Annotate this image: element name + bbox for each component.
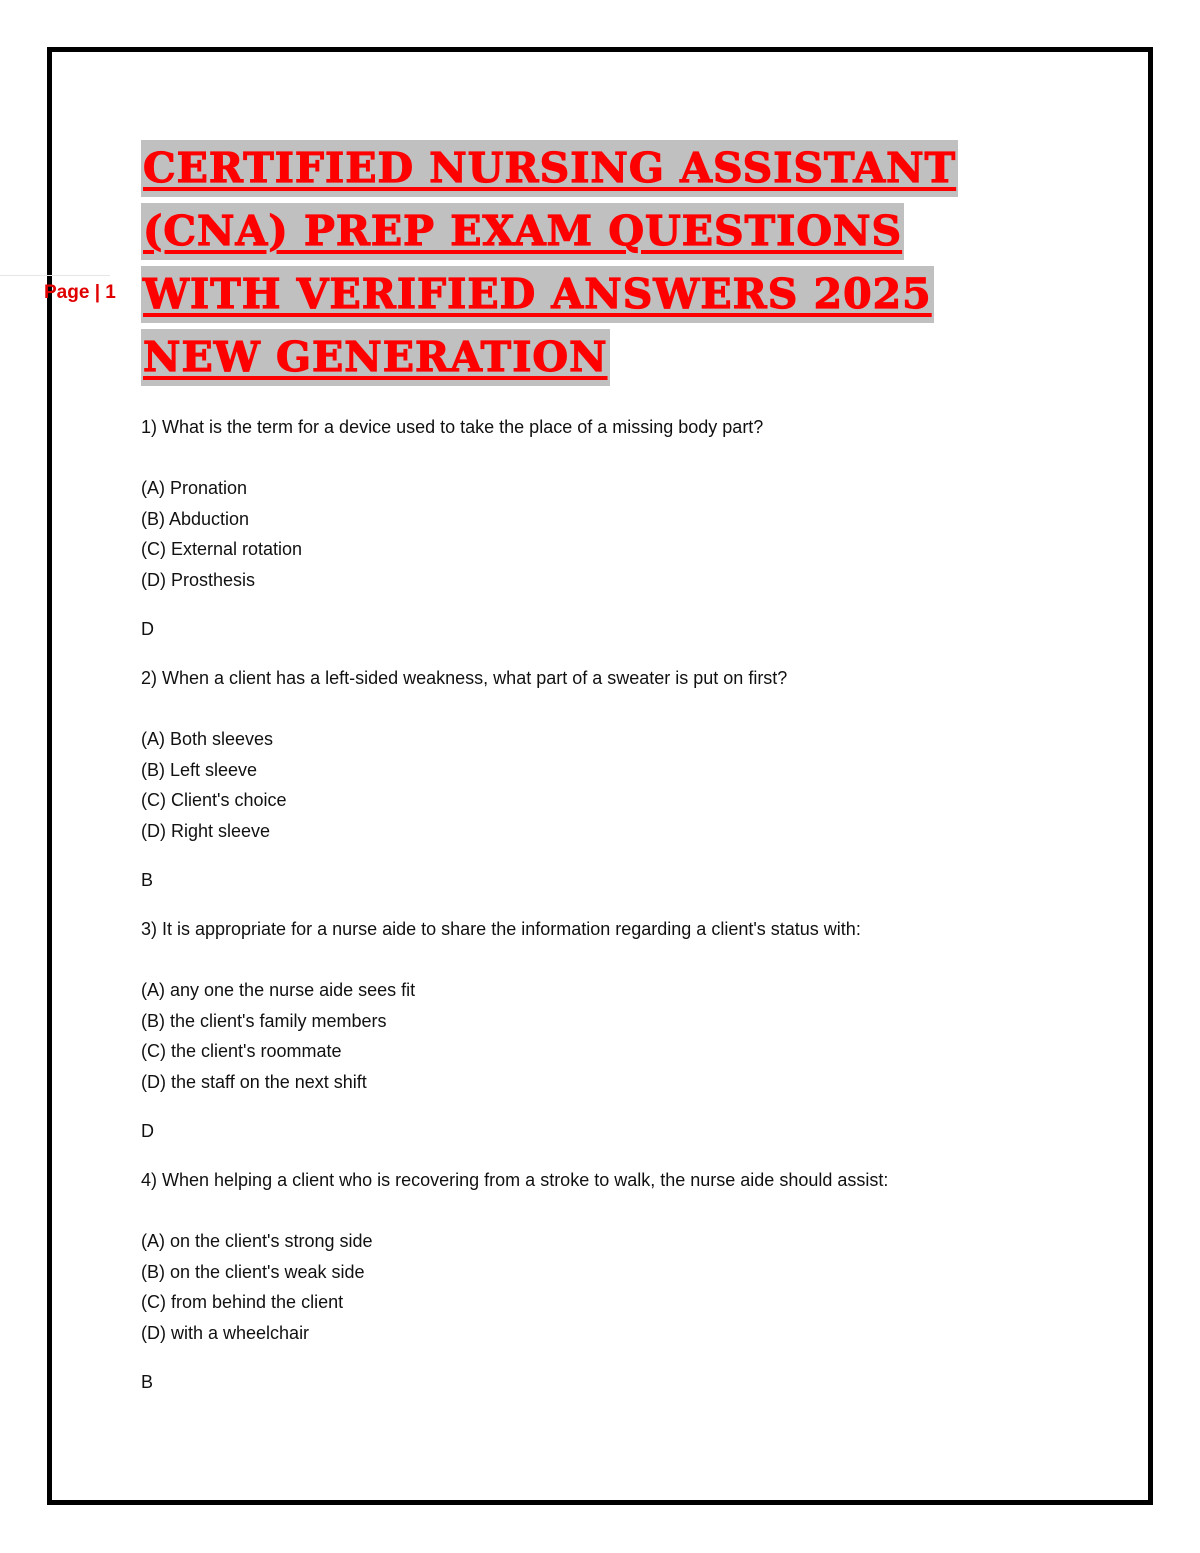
option: (C) the client's roommate	[141, 1041, 342, 1061]
option: (B) on the client's weak side	[141, 1261, 365, 1282]
title-line: CERTIFIED NURSING ASSISTANT	[141, 140, 958, 197]
answer: D	[141, 1121, 154, 1141]
option: (A) Both sleeves	[141, 729, 274, 749]
question-block	[141, 415, 1101, 666]
document-title	[141, 140, 1041, 392]
page-number: Page | 1	[44, 282, 116, 303]
answer: B	[141, 870, 154, 890]
option: (B) Left sleeve	[141, 759, 258, 780]
question-text: 1) What is the term for a device used to take the place of a missing body part?	[141, 417, 764, 437]
option: (C) External rotation	[141, 539, 303, 559]
option: (D) Right sleeve	[141, 820, 271, 841]
question-block	[141, 1168, 1101, 1419]
margin-divider	[0, 275, 110, 276]
question-list	[141, 415, 1101, 1419]
question-block	[141, 666, 1101, 917]
option: (D) with a wheelchair	[141, 1322, 310, 1343]
title-line: NEW GENERATION	[141, 329, 610, 386]
question-block	[141, 917, 1101, 1168]
question-text: 4) When helping a client who is recovering from a stroke to walk, the nurse aide should assist:	[141, 1170, 889, 1190]
option: (B) the client's family members	[141, 1010, 387, 1031]
title-line: WITH VERIFIED ANSWERS 2025	[141, 266, 934, 323]
option: (D) Prosthesis	[141, 569, 256, 590]
question-text: 3) It is appropriate for a nurse aide to share the information regarding a client's status with:	[141, 919, 861, 939]
title-line: (CNA) PREP EXAM QUESTIONS	[141, 203, 904, 260]
option: (C) from behind the client	[141, 1292, 344, 1312]
option: (A) Pronation	[141, 478, 248, 498]
question-text: 2) When a client has a left-sided weakness, what part of a sweater is put on first?	[141, 668, 788, 688]
answer: D	[141, 619, 154, 639]
option: (D) the staff on the next shift	[141, 1071, 367, 1092]
answer: B	[141, 1372, 154, 1392]
option: (A) on the client's strong side	[141, 1231, 373, 1251]
option: (A) any one the nurse aide sees fit	[141, 980, 416, 1000]
option: (C) Client's choice	[141, 790, 287, 810]
option: (B) Abduction	[141, 508, 250, 529]
